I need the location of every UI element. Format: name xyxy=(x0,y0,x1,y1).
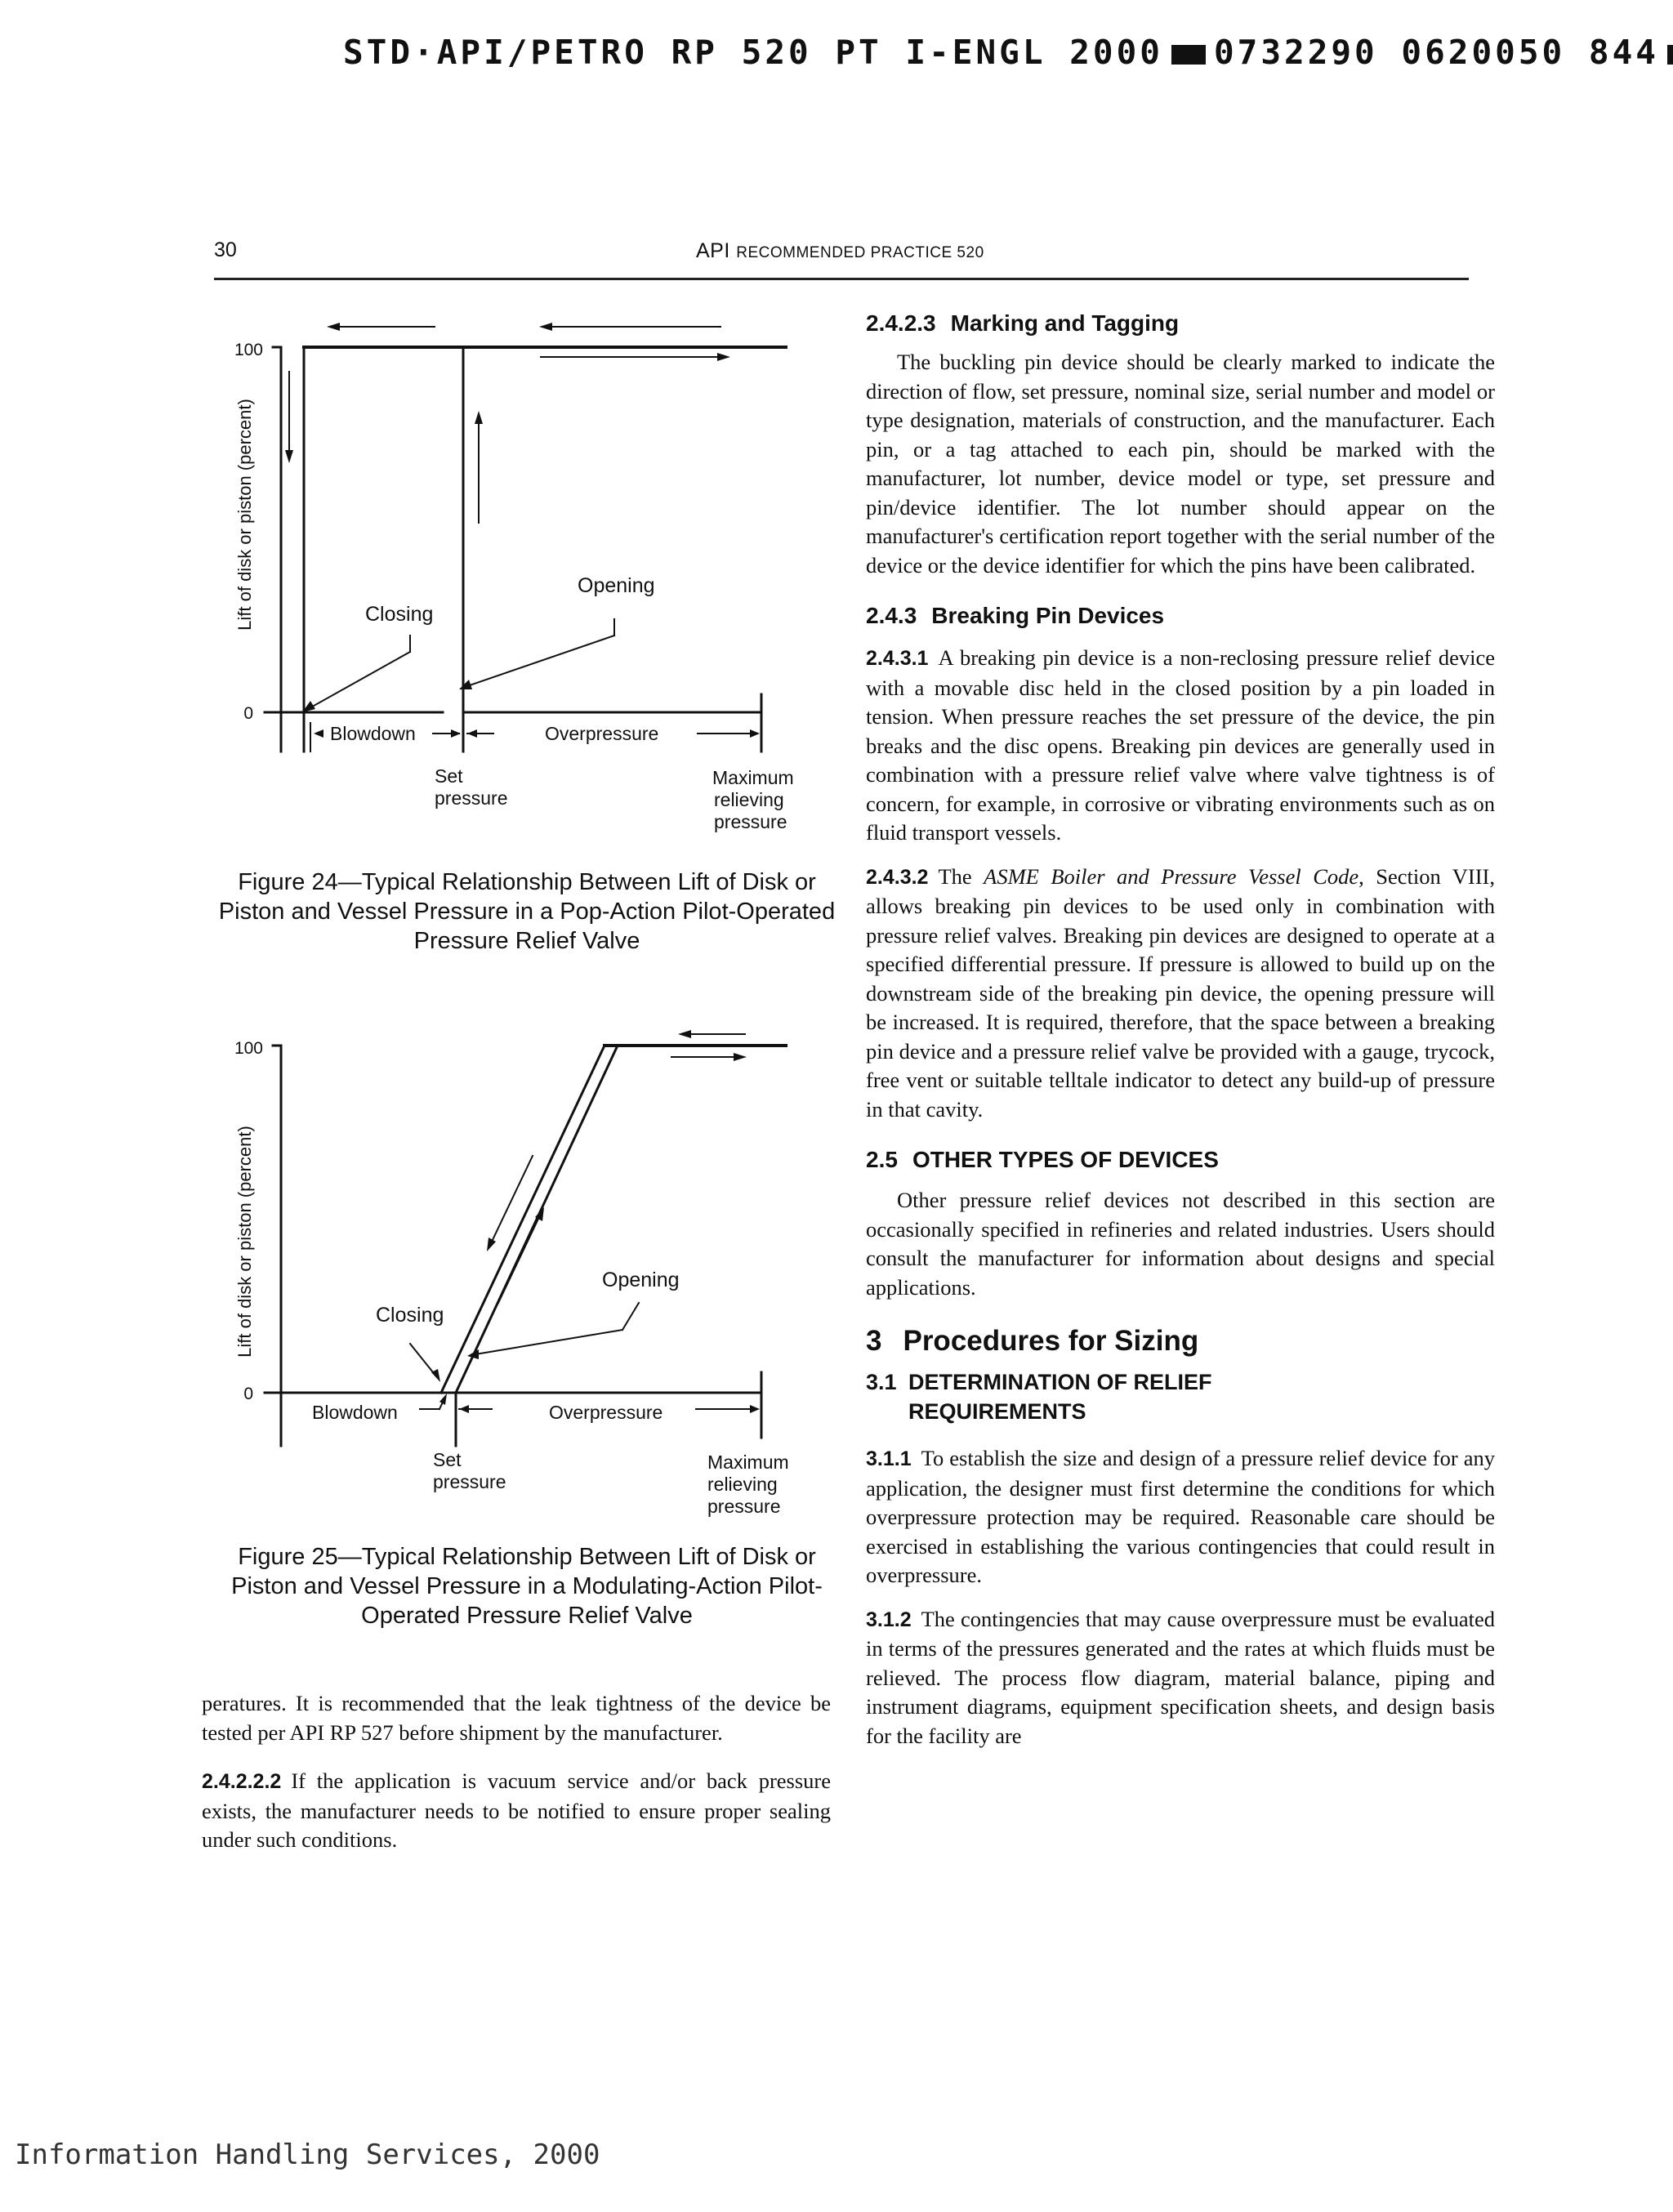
closing-leader xyxy=(410,1344,436,1376)
paragraph-text: A breaking pin device is a non-reclosing pressure relief device with a movable disc held in the closed position by a pin loaded in tension. When pressure reaches the set pressure of the device, the pin breaks and the disc opens. Breaking pin devices are generally used in combination with a pressure relief valve where valve tightness is of concern, for example, in corrosive or vibrating environments such as on fluid transport vessels. xyxy=(866,645,1495,845)
arrowhead xyxy=(717,353,730,361)
arrowhead xyxy=(750,729,760,738)
max-relieving-label-1: Maximum xyxy=(712,767,794,788)
section-number: 2.5 xyxy=(866,1147,898,1172)
opening-label: Opening xyxy=(578,574,655,597)
heading-title: Procedures for Sizing xyxy=(903,1325,1199,1357)
left-column-text xyxy=(202,1689,831,1855)
set-pressure-label-1: Set xyxy=(435,765,463,787)
set-pressure-label-2: pressure xyxy=(433,1471,506,1492)
arrowhead xyxy=(678,1030,691,1038)
set-pressure-label-2: pressure xyxy=(435,787,508,809)
y-tick-label-0: 0 xyxy=(243,1385,253,1403)
y-tick-label-100: 100 xyxy=(234,1039,263,1058)
document-id: STD·API/PETRO RP 520 PT I-ENGL 2000 xyxy=(343,33,1163,72)
set-pressure-label-1: Set xyxy=(433,1449,462,1470)
figure-25-diagram xyxy=(214,1021,843,1536)
blowdown-label: Blowdown xyxy=(330,723,416,744)
section-number: 2.4.3.2 xyxy=(866,865,929,889)
figure-24-diagram xyxy=(214,310,843,850)
closing-slope-line xyxy=(441,1046,605,1393)
overpressure-label: Overpressure xyxy=(549,1402,663,1423)
document-codes: 0732290 0620050 844 xyxy=(1213,33,1659,72)
heading-title: OTHER TYPES OF DEVICES xyxy=(912,1147,1219,1172)
opening-leader xyxy=(622,1303,639,1330)
paragraph-text: , Section VIII, allows breaking pin devices to be used only in combination with pressure relief valves. Breaking pin devices are designed to operate at a specified differential pressure. If pressure is allowed to build up on the downstream side of the breaking pin device, the opening pressure will be increased. It is required, therefore, that the space between a breaking pin device and a pressure relief valve be provided with a gauge, trycock, free vent or suitable telltale indicator to detect any build-up of pressure in that cavity. xyxy=(866,863,1495,1122)
heading-2-4-2-3 xyxy=(866,310,1495,337)
section-number: 2.4.2.2.2 xyxy=(202,1770,282,1793)
section-number: 3 xyxy=(866,1325,882,1357)
max-relieving-label-3: pressure xyxy=(707,1496,781,1517)
footer-note: Information Handling Services, 2000 xyxy=(15,2138,600,2171)
arrowhead xyxy=(439,1394,447,1405)
section-number: 3.1.1 xyxy=(866,1447,912,1470)
heading-title xyxy=(908,1367,1212,1426)
y-tick-label-100: 100 xyxy=(234,341,263,359)
paragraph-text: The xyxy=(938,863,972,889)
paragraph-3-1-2 xyxy=(866,1605,1495,1751)
paragraph-2-4-2-2-2 xyxy=(202,1767,831,1855)
arrowhead xyxy=(285,450,293,463)
closing-label: Closing xyxy=(376,1304,444,1327)
paragraph-text: To establish the size and design of a pressure relief device for any application, the designer must first determine the conditions for which overpressure protection may be required. Reasonable care should be exercised in establishing the various contingencies that could result in overpressure. xyxy=(866,1446,1495,1587)
arrowhead xyxy=(459,1405,469,1413)
max-relieving-label-3: pressure xyxy=(714,811,787,832)
arrowhead xyxy=(539,323,552,331)
arrowhead xyxy=(451,729,461,738)
opening-label: Opening xyxy=(602,1269,680,1291)
page-number: 30 xyxy=(214,239,237,261)
opening-leader-arrow xyxy=(475,1330,622,1354)
figure-25 xyxy=(214,1021,843,1536)
paragraph-2-4-3-1 xyxy=(866,644,1495,848)
overpressure-label: Overpressure xyxy=(545,723,659,744)
y-tick-label-0: 0 xyxy=(243,704,253,723)
heading-title-line-1: DETERMINATION OF RELIEF xyxy=(908,1370,1212,1394)
document-id-banner xyxy=(343,33,1673,72)
arrowhead xyxy=(750,1405,760,1413)
max-relieving-label-2: relieving xyxy=(707,1474,778,1495)
redaction-block xyxy=(1667,45,1673,65)
section-number: 2.4.3 xyxy=(866,603,917,628)
paragraph-2-4-2-3: The buckling pin device should be clearly marked to indicate the direction of flow, set pressure, nominal size, serial number and model or type designation, materials of construction, and the manufacturer. Each pin, or a tag attached to each pin, should be marked with the manufacturer, lot number, device model or type, set pressure and pin/device identifier. The lot number should appear on the manufacturer's certification report together with the serial number of the device or the device identifier for which the pins have been calibrated. xyxy=(866,350,1495,578)
y-axis-label: Lift of disk or piston (percent) xyxy=(234,1126,255,1358)
max-relieving-label-1: Maximum xyxy=(707,1452,789,1473)
opening-slope-line xyxy=(456,1046,618,1393)
closing-arrow-down xyxy=(492,1156,533,1242)
closing-label: Closing xyxy=(365,603,434,626)
section-number: 2.4.2.3 xyxy=(866,310,936,336)
right-column-text xyxy=(866,310,1495,1750)
paragraph-3-1-1 xyxy=(866,1444,1495,1590)
running-head-api: API xyxy=(696,239,730,262)
paragraph-2-5: Other pressure relief devices not described in this section are occasionally specified in refineries and related industries. Users should consult the manufacturer for information about designs and special applications. xyxy=(866,1188,1495,1300)
closing-leader-arrow xyxy=(308,652,410,709)
heading-3 xyxy=(866,1325,1495,1358)
arrowhead xyxy=(467,729,477,738)
max-relieving-label-2: relieving xyxy=(714,789,784,810)
section-number: 3.1.2 xyxy=(866,1608,912,1631)
running-head-title: RECOMMENDED PRACTICE 520 xyxy=(736,244,984,261)
redaction-block xyxy=(1171,45,1206,65)
paragraph-text: The contingencies that may cause overpressure must be evaluated in terms of the pressures generated and the rates at which fluids must be relieved. The process flow diagram, material balance, piping and instrument diagrams, equipment specification sheets, and design basis for the facility are xyxy=(866,1606,1495,1748)
heading-3-1 xyxy=(866,1367,1495,1426)
code-title: ASME Boiler and Pressure Vessel Code xyxy=(984,863,1359,889)
section-number: 2.4.3.1 xyxy=(866,647,929,670)
figure-25-caption: Figure 25—Typical Relationship Between Lift of Disk or Piston and Vessel Pressure in a Modulating-Action Pilot-Operated Pressure Relief Valve xyxy=(231,1544,823,1629)
arrowhead xyxy=(327,323,340,331)
arrowhead xyxy=(487,1238,496,1251)
y-axis-label: Lift of disk or piston (percent) xyxy=(234,399,255,631)
figure-24-caption: Figure 24—Typical Relationship Between Lift of Disk or Piston and Vessel Pressure in a Pop-Action Pilot-Operated Pressure Relief Valve xyxy=(218,869,836,954)
continuation-paragraph: peratures. It is recommended that the leak tightness of the device be tested per API RP 527 before shipment by the manufacturer. xyxy=(202,1691,831,1745)
arrowhead xyxy=(459,680,472,689)
arrowhead xyxy=(475,411,483,424)
opening-leader-arrow xyxy=(467,636,614,686)
heading-2-4-3 xyxy=(866,603,1495,629)
heading-title: Breaking Pin Devices xyxy=(931,603,1165,628)
heading-title-line-2: REQUIREMENTS xyxy=(908,1399,1086,1424)
heading-title: Marking and Tagging xyxy=(950,310,1180,336)
figure-24 xyxy=(214,310,843,850)
running-head xyxy=(696,239,984,263)
section-number: 3.1 xyxy=(866,1370,897,1394)
arrowhead xyxy=(734,1053,747,1061)
paragraph-text: If the application is vacuum service and/or back pressure exists, the manufacturer needs to be notified to ensure proper sealing under such conditions. xyxy=(202,1768,831,1852)
paragraph-2-4-3-2 xyxy=(866,863,1495,1125)
blowdown-label: Blowdown xyxy=(312,1402,398,1423)
heading-2-5 xyxy=(866,1147,1495,1173)
header-rule xyxy=(214,278,1469,280)
arrowhead xyxy=(314,729,323,738)
